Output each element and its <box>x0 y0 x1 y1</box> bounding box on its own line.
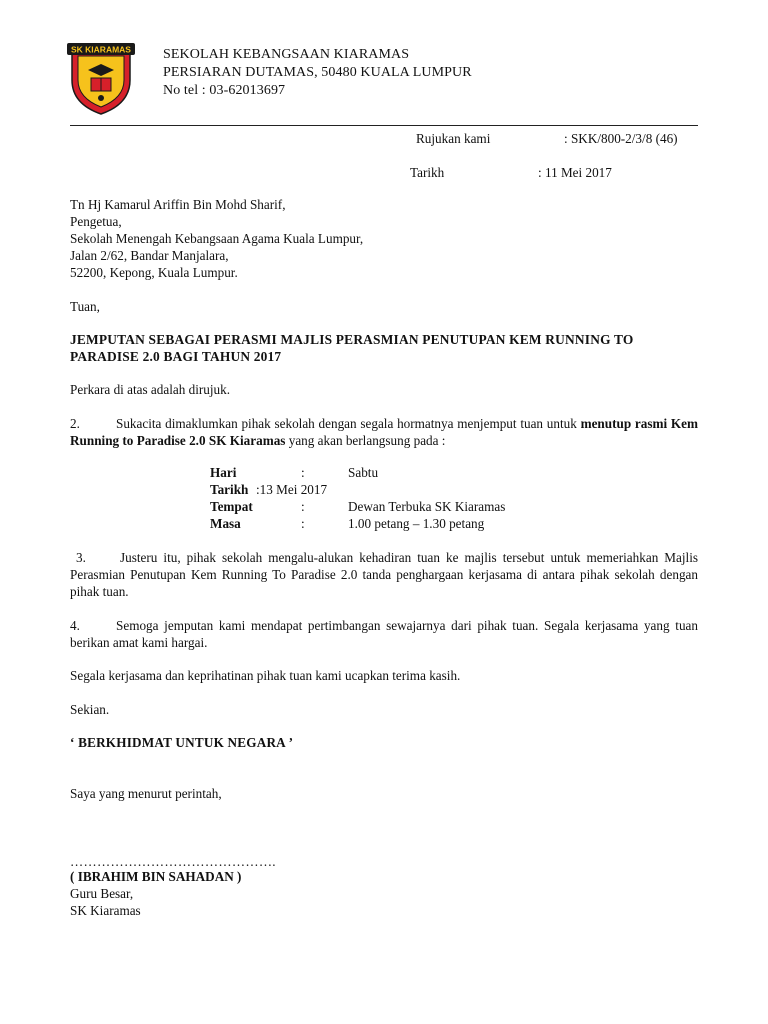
signatory-title: Guru Besar, <box>70 886 134 901</box>
paragraph-text: yang akan berlangsung pada : <box>285 433 446 448</box>
detail-label: Tarikh <box>210 482 249 497</box>
paragraph-text: Semoga jemputan kami mendapat pertimbangan sewajarnya dari pihak tuan. Segala kerjasama yang tuan berikan amat kami hargai. <box>70 618 698 650</box>
ref-value: : SKK/800-2/3/8 (46) <box>564 131 678 146</box>
paragraph-number: 3. <box>76 550 86 565</box>
recipient-line: Jalan 2/62, Bandar Manjalara, <box>70 248 229 263</box>
detail-value: :13 Mei 2017 <box>256 482 328 497</box>
letter-subject: JEMPUTAN SEBAGAI PERASMI MAJLIS PERASMIAN PENUTUPAN KEM RUNNING TO PARADISE 2.0 BAGI TAHUN 2017 <box>70 332 634 364</box>
detail-colon: : <box>301 465 305 480</box>
school-address: PERSIARAN DUTAMAS, 50480 KUALA LUMPUR <box>163 65 472 80</box>
paragraph-number: 4. <box>70 618 80 633</box>
school-name: SEKOLAH KEBANGSAAN KIARAMAS <box>163 47 410 62</box>
paragraph-2 <box>70 415 698 449</box>
recipient-line: Sekolah Menengah Kebangsaan Agama Kuala Lumpur, <box>70 231 364 246</box>
letterhead <box>163 46 472 100</box>
salutation: Tuan, <box>70 299 100 314</box>
paragraph-number: 2. <box>70 416 80 431</box>
header-divider <box>70 125 698 126</box>
date-label: Tarikh <box>410 165 445 180</box>
paragraph-1: Perkara di atas adalah dirujuk. <box>70 382 231 397</box>
paragraph-5: Segala kerjasama dan keprihatinan pihak tuan kami ucapkan terima kasih. <box>70 668 461 683</box>
ref-label: Rujukan kami <box>416 131 491 146</box>
school-phone: No tel : 03-62013697 <box>163 83 286 98</box>
signatory-org: SK Kiaramas <box>70 903 141 918</box>
recipient-address <box>70 196 363 281</box>
paragraph-3 <box>70 549 698 600</box>
detail-value: Sabtu <box>348 465 379 480</box>
detail-label: Hari <box>210 465 237 480</box>
signoff-text: Saya yang menurut perintah, <box>70 786 222 801</box>
motto: ‘ BERKHIDMAT UNTUK NEGARA ’ <box>70 735 294 750</box>
signature-line: ………………………………………. <box>70 854 276 869</box>
paragraph-text: Sukacita dimaklumkan pihak sekolah dengan segala hormatnya menjemput tuan untuk <box>116 416 577 431</box>
school-crest-logo <box>66 40 136 116</box>
date-value: : 11 Mei 2017 <box>538 165 612 180</box>
detail-label: Masa <box>210 516 241 531</box>
recipient-line: Pengetua, <box>70 214 122 229</box>
detail-value: Dewan Terbuka SK Kiaramas <box>348 499 506 514</box>
detail-colon: : <box>301 516 305 531</box>
paragraph-text: Justeru itu, pihak sekolah mengalu-alukan kehadiran tuan ke majlis tersebut untuk memeriahkan Majlis Perasmian Penutupan Kem Running To Paradise 2.0 tanda penghargaan kerjasama di antara pihak sekolah dengan pihak tuan. <box>70 550 699 599</box>
recipient-line: 52200, Kepong, Kuala Lumpur. <box>70 265 238 280</box>
detail-colon: : <box>301 499 305 514</box>
detail-label: Tempat <box>210 499 253 514</box>
detail-value: 1.00 petang – 1.30 petang <box>348 516 485 531</box>
paragraph-bold-text: menutup rasmi Kem Running to Paradise 2.0 SK Kiaramas <box>70 416 698 448</box>
paragraph-4 <box>70 617 698 651</box>
closing-text: Sekian. <box>70 702 110 717</box>
logo-banner-text: SK KIARAMAS <box>71 44 131 55</box>
signatory-name: ( IBRAHIM BIN SAHADAN ) <box>70 869 242 884</box>
recipient-line: Tn Hj Kamarul Ariffin Bin Mohd Sharif, <box>70 197 286 212</box>
